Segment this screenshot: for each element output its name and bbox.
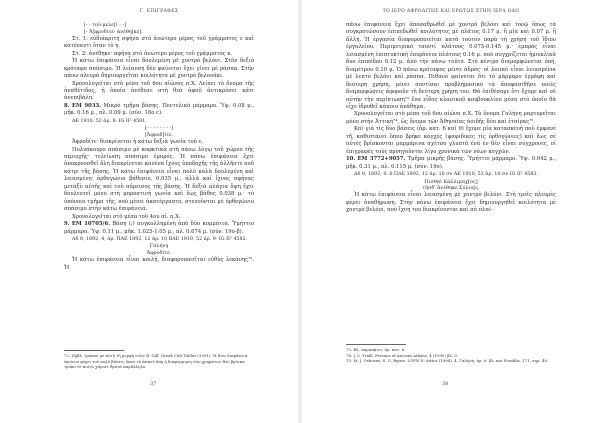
- entry-number: 10.: [346, 156, 356, 163]
- paragraph: πάνω ἐπιφάνεια ἔχει ἀποσαθρωθεῖ μὲ χοντρὸ βελόνι καὶ τονῷ ὅπως τὰ συγκροτώσουν ἐπιπεδωθεῖ κοιλότητες μὲ πλάτος 0.17 μ. ἢ μία καὶ 0.07 μ. ἢ ἄλλη. Ἡ ἐργασία διαφοροποιεῖται κατὰ τούτον παρὰ τὴ χρήση τοῦ ἴδιου ἐργαλείου. Περιμετρικὸ τσοντί πλάτους 0.075-0.145 μ.· ἐμπρὸς εἶναι λειασμένη ἐπιπτυκτικὴ ἐπιφάνεια πλάτους 0.16 μ. ποὺ συγχρίζεται ἠμιεκλικὰ δυο ἐπιπέδου 0.12 μ. ἀπὸ τὴν πάνω τοῦτο. Στὸ κέντρο διαμορφώνεται ὀπή, διαμέτρου 0.10 μ. Ὁ πάνω κρόταφος μένει ἀδρὸς· οἱ λοιποὶ εἶναι λειασμένοι μὲ λεπτὸ βελόνι καὶ ράσπα. Πιθανὸ φαίνεται ὅτι τὸ μάρμαρο ἐγράφη καὶ δεύτερη χρήση, μένει σοντίσαι προβλημασικὸ τὰ ἀποφασιθῇσε ποιὲς διαμορφώσεις ἀφοροῦν τὴ δεύτερη χρήση του. Θὰ ἐπιθέσομε ὅτι ἔχομε καὶ σὲ αὐτὴν τὴν περίπτωση⁷³ ἕνα εἶδος κλασικοῦ κουβουκλίου μέσα στὸ ὁποῖο θὰ εἶχε ἱδρυθεῖ κάποιο ἀνάθημα.: [346, 22, 556, 110]
- footnote: 72. Πρβλ. τρόπου μὲ αὐτὴ τὴ μορφὴ στὸν R. Gill, Greek Cult Tables (1991). Ἡ ἄνω ἐπιφάνεια ἐκείνου φέρει τοῦ πολὺ βάσεις ὅπου τὸ ἀσκοῦ ὅπῃ ἡ διαφόρμηση τῶν χρημάτων δεν βρίσκω τρόπο τὸ πιστὸ χάρισε θρατὰ παράλληλο.: [64, 353, 248, 369]
- entry-number: 9.: [64, 221, 70, 228]
- entry-description: Τμῆμα μικρῆς βάσης. Ὑμήττιο μάρμαρο. Ὑψ. 0.042 μ., μῆκ. 0.31 μ., πλ. 0.115 μ. (σύν. 19ο).: [346, 156, 556, 170]
- catalogue-entry-8: [64, 103, 254, 118]
- page-body: [64, 22, 254, 272]
- footnote-divider: [64, 350, 124, 351]
- catalogue-entry-10: [346, 156, 556, 171]
- paragraph: Ἡ κάτω ἐπιφάνεια εἶναι κοιλή, διαφοροποιεῖται εὐθὺς λεκάνης⁷². Ἡ: [64, 257, 254, 271]
- running-head: ΤΟ ΙΕΡΟ ΑΦΡΟΔΙΤΗΣ ΚΑΙ ΕΡΩΤΟΣ ΣΤΗΝ ΙΕΡΑ ΟΔΟ: [382, 9, 520, 14]
- running-head: Γ. ΕΠΙΓΡΑΦΕΣ: [139, 9, 179, 14]
- footnotes: [346, 347, 556, 364]
- entry-description: Βάση (;) συγκολλημένη ἀπὸ δύο κομμάτια. Ὑμήττιο μάρμαρο. Ὑψ. 0.11 μ., μῆκ. 1.025-1.05 μ., πλ. 0.674 μ. (σύν. 19ο-β).: [64, 221, 255, 235]
- inscription-line: Ἀφροδίτε.: [146, 250, 172, 257]
- paragraph: Ἡ κάτω ἐπιφάνεια εἶναι δουλεμένη μὲ χοντρὸ βελόνι. Στὸν δεξιὸ κρόταφο σπάσιμο. Ἡ λείανση δὲν φαίνεται ἔχει γίνει μὲ ράσπα. Στὴν πάνω πλευρὰ δημιουργεῖται κοιλότητα μὲ χοντρὸ βελονάκι.: [64, 58, 254, 80]
- footnote: 74. J. S. Traill, Persons of Ancient Athens, 4 (1995) βλ. 3.: [346, 352, 459, 358]
- inscription-line: [- Ἀ]φροδίτε· ἀνέθη[κε].: [84, 28, 143, 35]
- inscription-line: [Ἀφροδ]ῖτε.: [144, 132, 174, 139]
- page-number: 38: [442, 381, 449, 387]
- entry-inventory: ΕΜ 10705/6.: [71, 221, 110, 228]
- paragraph: Χρονολογεῖται στὸ μέσο τοῦ 6ου αἰώνα π.Χ. Τὸ ὄνομα Γαλήνη μαρτυρεῖται μόνο στὴν Ἀττική⁷⁴, ὡς ὄνομα τῶν Ἀθηναίας ἀοιδῆς δύο καὶ ἑταίρας⁷⁵.: [346, 111, 556, 125]
- paragraph: Ἀφροδίτε· διακρίνεται ἡ κάτω δεξιὰ γωνία τοῦ ε.: [72, 139, 203, 146]
- paragraph: Στ. 2: ἀνέθηκε· σφήνα στὸ ἀνώτερο μέρος τοῦ γράμματος κ.: [72, 50, 233, 57]
- inscription-line: [- - τοῦ·μελε[ῖ - -]: [84, 22, 126, 28]
- entry-reference: ΑΕ 1910, 52 ἀρ. 8· IG II² 4581.: [72, 118, 147, 124]
- page-body: [346, 22, 556, 215]
- right-page: [302, 0, 600, 423]
- entry-description: Μικρὸ τμῆμα βάσης. Πεντελικὸ μάρμαρο. Ὑψ. 0.08 μ., μῆκ. 0.16 μ., πλ. 0.09 μ. (σύν. 18ο c).: [64, 102, 254, 117]
- footnote: 73. Βλ. παραπάνω, ἀρ. κατ. 6.: [346, 347, 406, 352]
- entry-inventory: ΕΜ 9033.: [72, 102, 101, 109]
- footnotes: [64, 353, 254, 370]
- paragraph: Ἡ κάτω ἐπιφάνεια εἶναι λειασμένη μὲ χοντρὸ βελόνι. Στὴ τρεῖς πλευρὲς φέρει ἀναθήρωση. Στὴν πάνω ἐπιφάνεια ἔχει δημιουργηθεῖ κοιλότητα μὲ χοντρὸ βελόνι, ποὺ ἴχνη του διακρίνονται καὶ σὸ πλαί-: [346, 192, 556, 214]
- paragraph: Στ. 1: εὐδιάκριτη σφήνα στὸ ἀνώτερο μέρος τοῦ γράμματος ε καὶ κατέναντι ὅταν τὸ η.: [64, 35, 254, 50]
- inscription-line: τῇσδ' ἀνέθηκε Σόλιο[ς.: [422, 185, 480, 192]
- inscription-line: Γαλήνη: [149, 243, 169, 250]
- entry-inventory: ΕΜ 3772+9057.: [357, 156, 406, 163]
- entry-reference: Αδ 8, 1892, 4, ἀρ. ΠΑΕ 1892, 12 ἀρ. 10 ΒΑΕ 1910, 52 ἀρ. 9· IG II² 4582.: [72, 236, 248, 242]
- page-number: 37: [150, 381, 157, 387]
- paragraph: Καὶ γιὰ τὶς δύο βάσεις (ἀρ. κατ. 6 καὶ 9) ἔχομε μία κατασκευὴ ποὺ ἐμφανὲ τῆ, καθιστάνει ὅπου βρήκε κόγχες (ψαφιδικὲς τὶς ὀρθογώνιες) καὶ ἕως σὲ αὐτὲς βρίσκονται μαρμάρινα σχέτσο γλυπτὰ ἐνὰ ἐν δὲν εἶναι σύγχρονες, οἱ ἐπιγραφὲς τοὺς προηγοῦνται λίγο χρονικὰ τῶν νέων κογχῶν.: [346, 126, 556, 155]
- footnote-divider: [346, 344, 406, 345]
- entry-reference: Αδ 8, 1892, 4. 6 ΠΑΕ 1892, 12 ἀρ. 10 σν ΑΕ 1910, 52 ἀρ. 10 σν IG II² 4583.: [354, 172, 538, 178]
- left-page: [0, 0, 298, 423]
- entry-number: 8.: [64, 102, 70, 109]
- paragraph: Πολυάκουρο σπάσιμο μὲ κοφκτικὰ στὴ πάνω λόγῳ τοῦ χώρου τῆς περιοχῆς· τελείωση σπάσιμο ἐμπρός. Ἡ πάνω ἐπιφάνεια ἔχει ἀποκρουσθεῖ ὅλη διακρίνεται κανένα ἴχνος ὑποδοχῆς τῆς ἀλλῆστε ποῦ κάτρι τῆς βάσης. Ἡ κάτω ἐπιφάνεια εἶναι πολὺ καλὰ δουλεμένη καὶ λειασμένη· ὀρθογώνιο βάθεσιο, 0.035 μ., ἀλλὰ καὶ ἴχνος σφήνας μεταξὺ αὐτῆς καὶ τοῦ πάρεισος τῆς βάσης. Ἡ δεξιὰ πλάγια ὄψη ἔχει δουλευτεῖ μόνο στὴ μπροστινὴ γωνία καὶ ἔως βάθος 0.038 μ.· τὸ ὑπόνοιο τμῆμα τῆς, ποὺ μένει ἀκατέργαστο, στενοῦνται μὲ ὀρθογώνιο σπάσιμο στὴν κάτω ἐπιφάνεια.: [64, 146, 254, 213]
- paragraph: Χρονολογεῖται στὸ μέσο τοῦ 4ου αἰ. π.Χ.: [72, 213, 181, 220]
- inscription-line: Πισθαὶ Καλλιμαχ[ος]: [424, 178, 478, 185]
- footnote: 75. M. J. Osborne, S. G. Byrne, LGPN II: Attica (1994), 4. Γαλήνη, ἀρ. 6· βλ. καὶ Foraklis, 171, σημ. 40.: [346, 358, 549, 363]
- inscription-line: [- - - - - - - -]: [145, 125, 173, 132]
- paragraph: Χρονολογεῖται στὸ μέσο τοῦ 6ου αἰώνος π.Χ. Λείπει τὸ ὄνομα τῆς ἀναθέτιδος, ἡ ὁποία ἀνέθεσε στὴ θεὰ ἀφοῦ ἀντικρύσει κάτι ἀνεπιβάλη.: [64, 80, 254, 102]
- catalogue-entry-9: [64, 221, 254, 236]
